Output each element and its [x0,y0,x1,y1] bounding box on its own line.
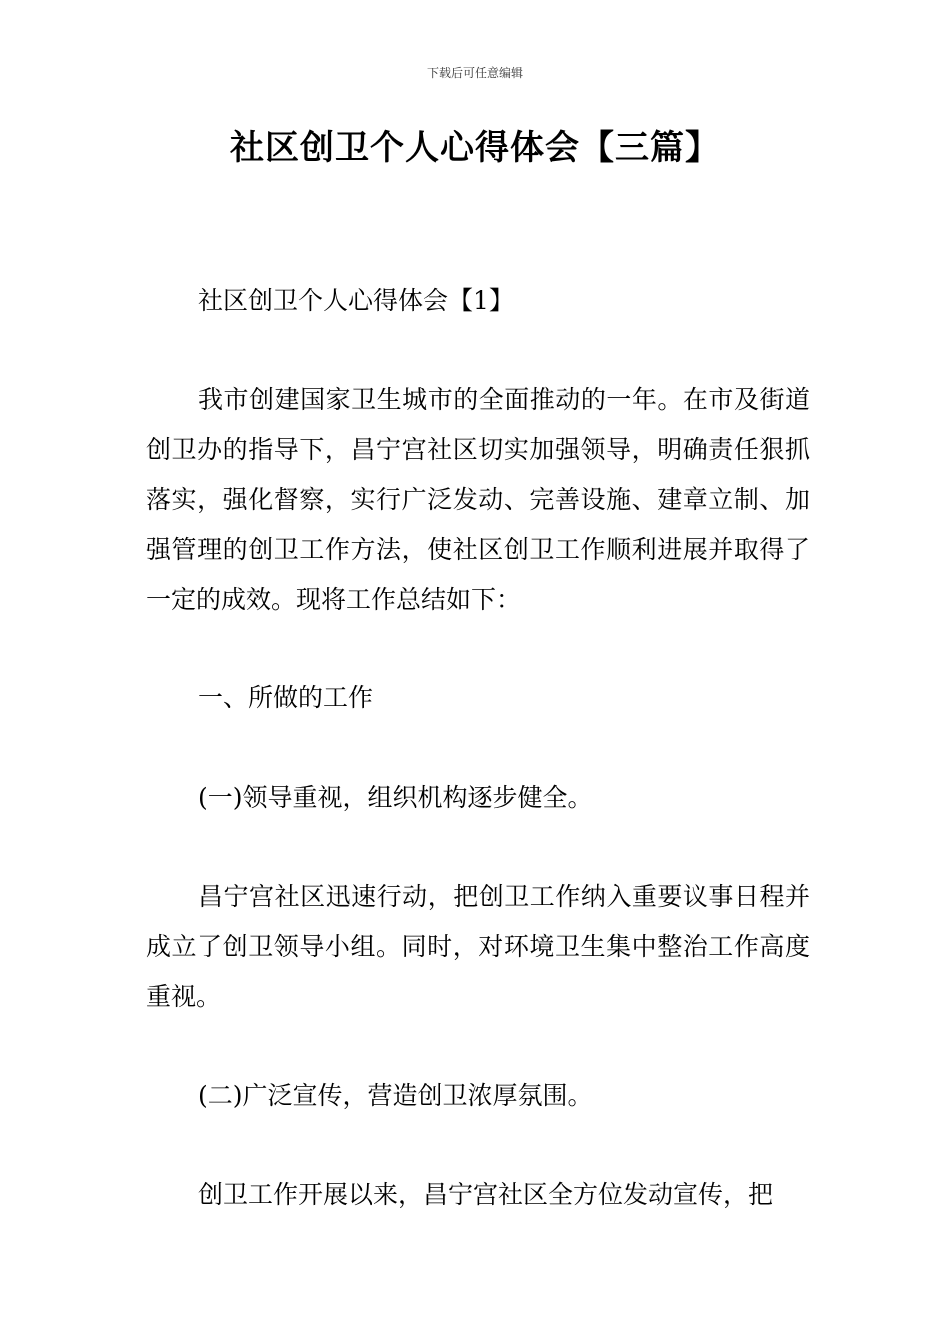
subsection-heading: (二)广泛宣传，营造创卫浓厚氛围。 [198,1081,593,1110]
section-heading: 社区创卫个人心得体会【1】 [198,286,514,315]
body-paragraph: 昌宁宫社区迅速行动，把创卫工作纳入重要议事日程并成立了创卫领导小组。同时，对环境卫生集中整治工作高度重视。 [146,882,810,1011]
header-note: 下载后可任意编辑 [426,66,523,80]
body-paragraph: 创卫工作开展以来，昌宁宫社区全方位发动宣传，把 [198,1180,774,1209]
subsection-heading: (一)领导重视，组织机构逐步健全。 [198,783,593,812]
section-heading: 一、所做的工作 [198,683,374,712]
body-paragraph: 我市创建国家卫生城市的全面推动的一年。在市及街道创卫办的指导下，昌宁宫社区切实加强领导，明确责任狠抓落实，强化督察，实行广泛发动、完善设施、建章立制、加强管理的创卫工作方法，使社区创卫工作顺利进展并取得了一定的成效。现将工作总结如下： [146,385,810,614]
document-title: 社区创卫个人心得体会【三篇】 [230,128,720,168]
